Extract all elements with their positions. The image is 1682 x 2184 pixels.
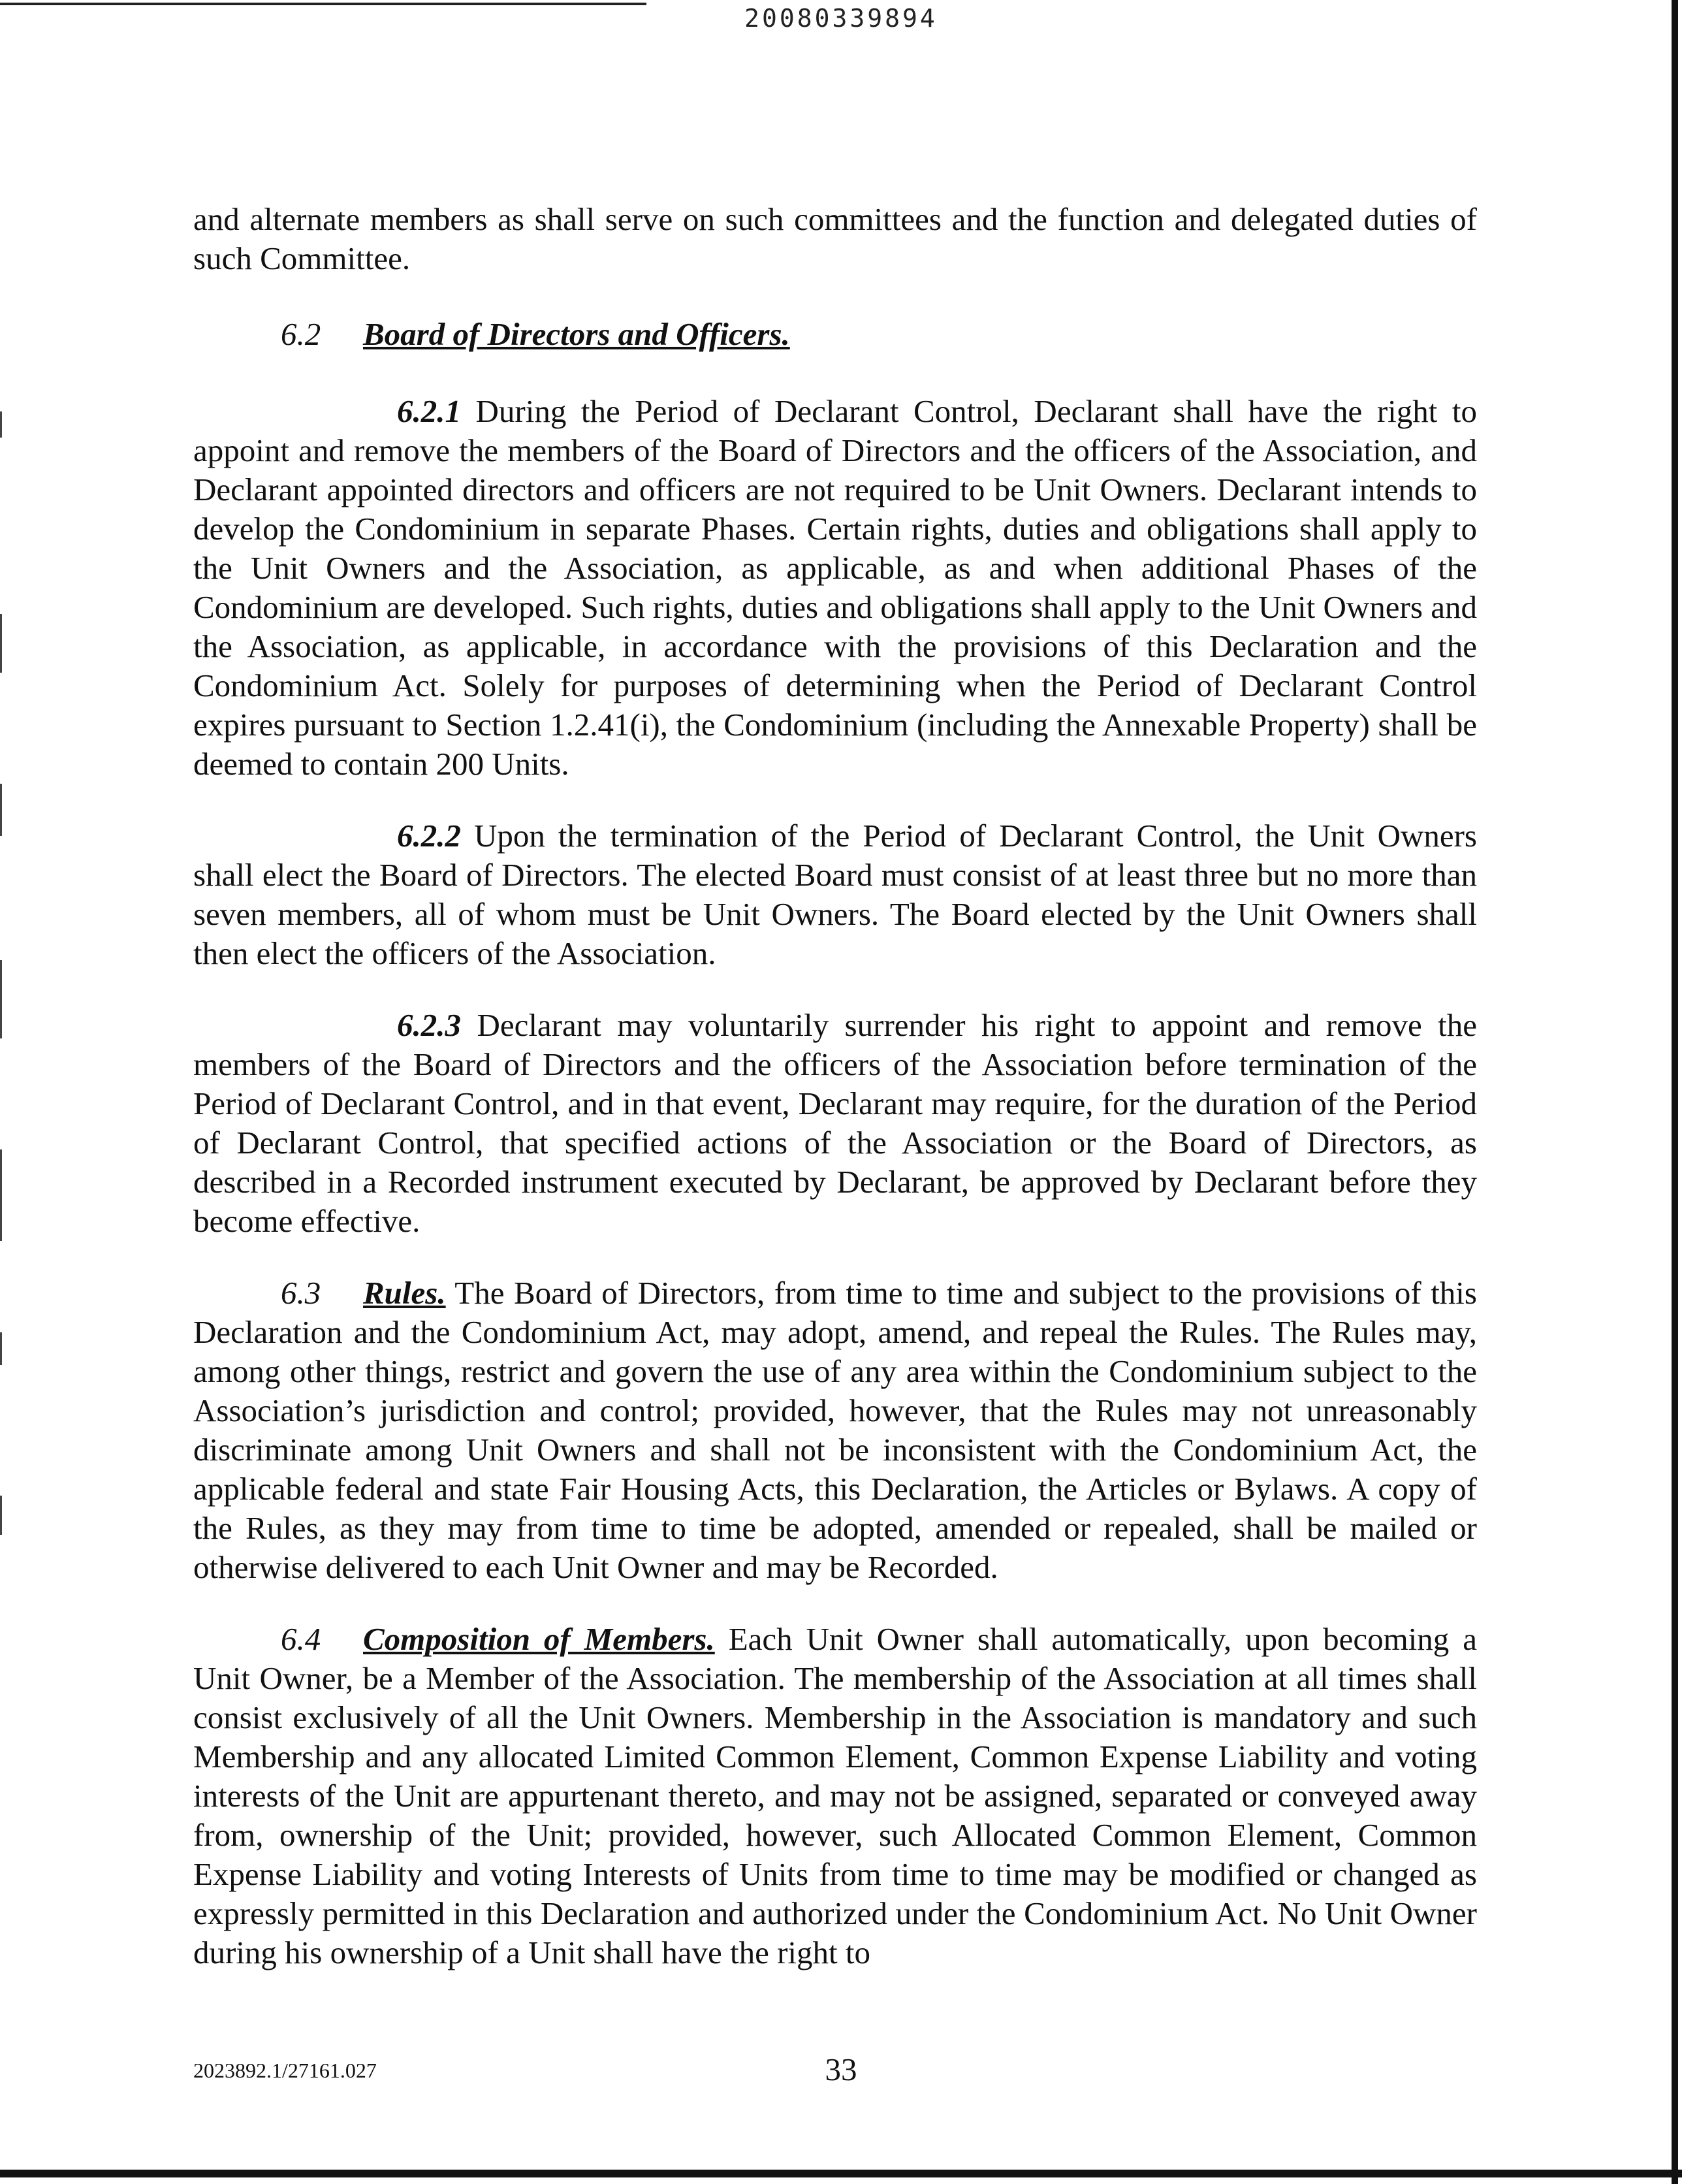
scan-margin-mark (0, 614, 2, 673)
section-6-4 (193, 1620, 1477, 1972)
footer-page-number: 33 (825, 2051, 857, 2087)
section-text: The Board of Directors, from time to time and subject to the provisions of this Declaration and the Condominium Act, may adopt, amend, and repeal the Rules. The Rules may, among other things, restrict and govern the use of any area within the Condominium subject to the Association’s jurisdiction and control; provided, however, that the Rules may not unreasonably discriminate among Unit Owners and shall not be inconsistent with the Condominium Act, the applicable federal and state Fair Housing Acts, this Declaration, the Articles or Bylaws. A copy of the Rules, as they may from time to time be adopted, amended or repealed, shall be mailed or otherwise delivered to each Unit Owner and may be Recorded. (193, 1275, 1477, 1585)
section-title: Rules. (363, 1275, 446, 1311)
section-6-2-2 (193, 816, 1477, 973)
section-6-3 (193, 1274, 1477, 1587)
section-number: 6.2.3 (397, 1007, 461, 1043)
scan-margin-mark (0, 411, 2, 438)
section-6-2-3 (193, 1006, 1477, 1241)
scan-margin-mark (0, 1149, 2, 1241)
scan-margin-mark (0, 1332, 2, 1365)
scan-margin-mark (0, 784, 2, 836)
section-title: Composition of Members. (363, 1621, 715, 1657)
scan-border-bottom (0, 2170, 1682, 2177)
section-6-2-heading (193, 315, 1477, 354)
section-text: Declarant may voluntarily surrender his right to appoint and remove the members of the Board of Directors and the officers of the Association before termination of the Period of Declarant Control, and in that event, Declarant may require, for the duration of the Period of Declarant Control, that specified actions of the Association or the Board of Directors, as described in a Recorded instrument executed by Declarant, be approved by Declarant before they become effective. (193, 1007, 1477, 1239)
document-body (193, 200, 1477, 2005)
section-number: 6.2.1 (397, 393, 461, 429)
section-number: 6.2.2 (397, 818, 461, 854)
section-number: 6.2 (281, 316, 321, 352)
footer-document-id: 2023892.1/27161.027 (193, 2059, 377, 2082)
section-text: Upon the termination of the Period of Declarant Control, the Unit Owners shall elect the Board of Directors. The elected Board must consist of at least three but no more than seven members, all of whom must be Unit Owners. The Board elected by the Unit Owners shall then elect the officers of the Association. (193, 818, 1477, 971)
paragraph-continuation: and alternate members as shall serve on such committees and the function and delegated duties of such Committee. (193, 201, 1477, 276)
section-number: 6.4 (281, 1621, 321, 1657)
section-text: Each Unit Owner shall automatically, upon becoming a Unit Owner, be a Member of the Association. The membership of the Association at all times shall consist exclusively of all the Unit Owners. Membership in the Association is mandatory and such Membership and any allocated Limited Common Element, Common Expense Liability and voting interests of the Unit are appurtenant thereto, and may not be assigned, separated or conveyed away from, ownership of the Unit; provided, however, such Allocated Common Element, Common Expense Liability and voting Interests of Units from time to time may be modified or changed as expressly permitted in this Declaration and authorized under the Condominium Act. No Unit Owner during his ownership of a Unit shall have the right to (193, 1621, 1477, 1970)
section-6-2-1 (193, 392, 1477, 784)
section-title: Board of Directors and Officers. (363, 316, 790, 352)
scan-border-right (1672, 0, 1678, 2184)
section-number: 6.3 (281, 1275, 321, 1311)
scan-margin-mark (0, 960, 2, 1038)
scan-margin-mark (0, 1496, 2, 1535)
recording-number: 20080339894 (744, 4, 938, 33)
section-text: During the Period of Declarant Control, Declarant shall have the right to appoint and remove the members of the Board of Directors and the officers of the Association, and Declarant appointed directors and officers are not required to be Unit Owners. Declarant intends to develop the Condominium in separate Phases. Certain rights, duties and obligations shall apply to the Unit Owners and the Association, as applicable, as and when additional Phases of the Condominium are developed. Such rights, duties and obligations shall apply to the Unit Owners and the Association, as applicable, in accordance with the provisions of this Declaration and the Condominium Act. Solely for purposes of determining when the Period of Declarant Control expires pursuant to Section 1.2.41(i), the Condominium (including the Annexable Property) shall be deemed to contain 200 Units. (193, 393, 1477, 782)
